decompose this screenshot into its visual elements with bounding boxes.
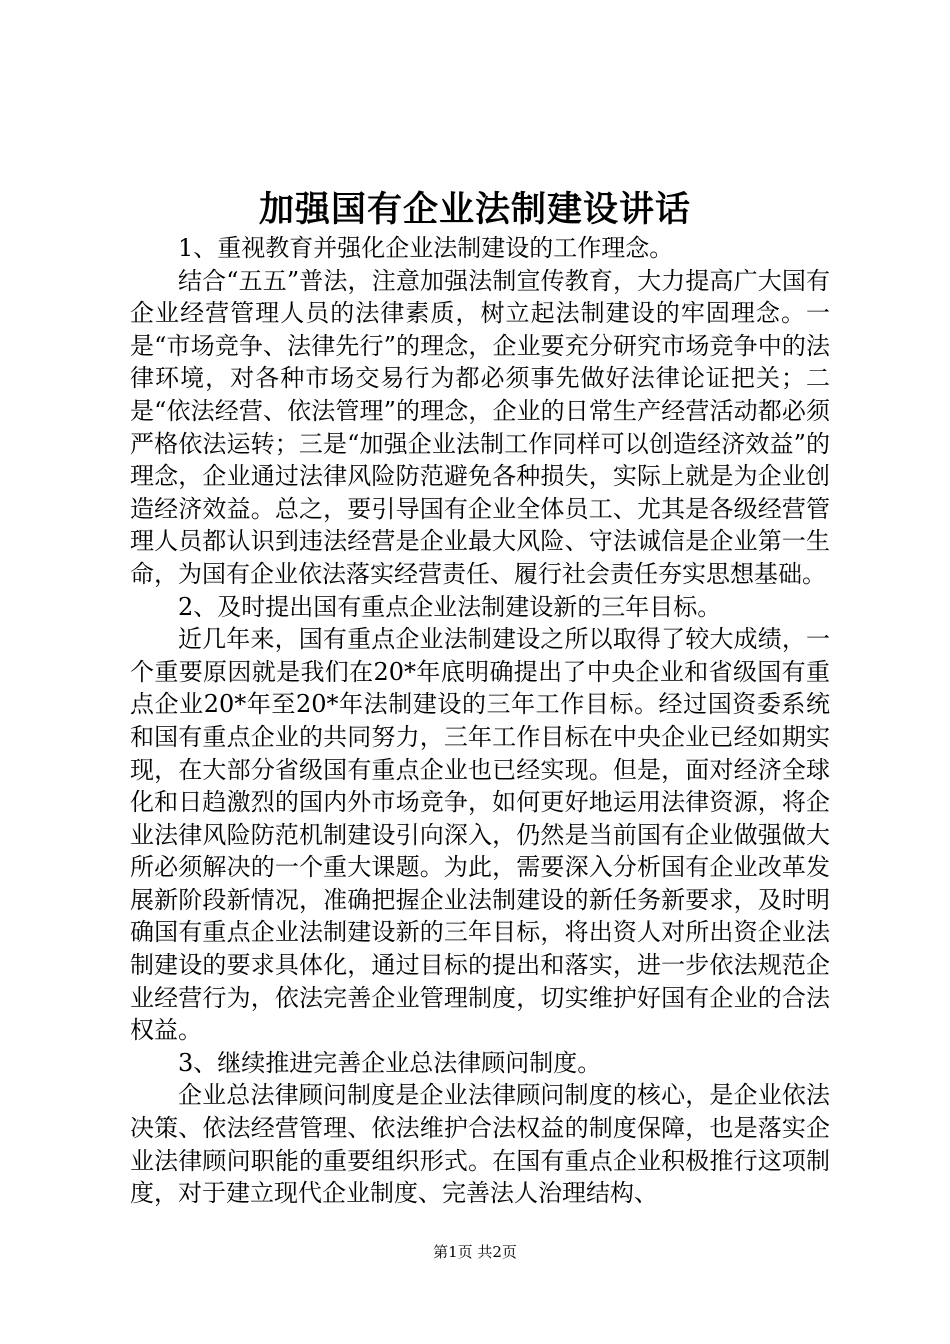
page-footer: 第1页 共2页 (433, 1243, 517, 1261)
section-heading-2: 2、及时提出国有重点企业法制建设新的三年目标。 (178, 592, 722, 621)
document-body (130, 232, 830, 1210)
body-paragraph-3: 企业总法律顾问制度是企业法律顾问制度的核心，是企业依法决策、依法经营管理、依法维护合法权益的制度保障，也是落实企业法律顾问职能的重要组织形式。在国有重点企业积极推行这项制度，对于建立现代企业制度、完善法人治理结构、 (130, 1081, 830, 1208)
body-paragraph-1: 结合“五五”普法，注意加强法制宣传教育，大力提高广大国有企业经营管理人员的法律素质，树立起法制建设的牢固理念。一是“市场竞争、法律先行”的理念，企业要充分研究市场竞争中的法律环境，对各种市场交易行为都必须事先做好法律论证把关；二是“依法经营、依法管理”的理念，企业的日常生产经营活动都必须严格依法运转；三是“加强企业法制工作同样可以创造经济效益”的理念，企业通过法律风险防范避免各种损失，实际上就是为企业创造经济效益。总之，要引导国有企业全体员工、尤其是各级经营管理人员都认识到违法经营是企业最大风险、守法诚信是企业第一生命，为国有企业依法落实经营责任、履行社会责任夯实思想基础。 (130, 266, 830, 588)
body-paragraph-2: 近几年来，国有重点企业法制建设之所以取得了较大成绩，一个重要原因就是我们在20*年底明确提出了中央企业和省级国有重点企业20*年至20*年法制建设的三年工作目标。经过国资委系统和国有重点企业的共同努力，三年工作目标在中央企业已经如期实现，在大部分省级国有重点企业也已经实现。但是，面对经济全球化和日趋激烈的国内外市场竞争，如何更好地运用法律资源，将企业法律风险防范机制建设引向深入，仍然是当前国有企业做强做大所必须解决的一个重大课题。为此，需要深入分析国有企业改革发展新阶段新情况，准确把握企业法制建设的新任务新要求，及时明确国有重点企业法制建设新的三年目标，将出资人对所出资企业法制建设的要求具体化，通过目标的提出和落实，进一步依法规范企业经营行为，依法完善企业管理制度，切实维护好国有企业的合法权益。 (130, 625, 830, 1045)
section-heading-3: 3、继续推进完善企业总法律顾问制度。 (178, 1048, 602, 1077)
section-heading-1: 1、重视教育并强化企业法制建设的工作理念。 (178, 234, 674, 262)
document-title: 加强国有企业法制建设讲话 (258, 189, 691, 230)
